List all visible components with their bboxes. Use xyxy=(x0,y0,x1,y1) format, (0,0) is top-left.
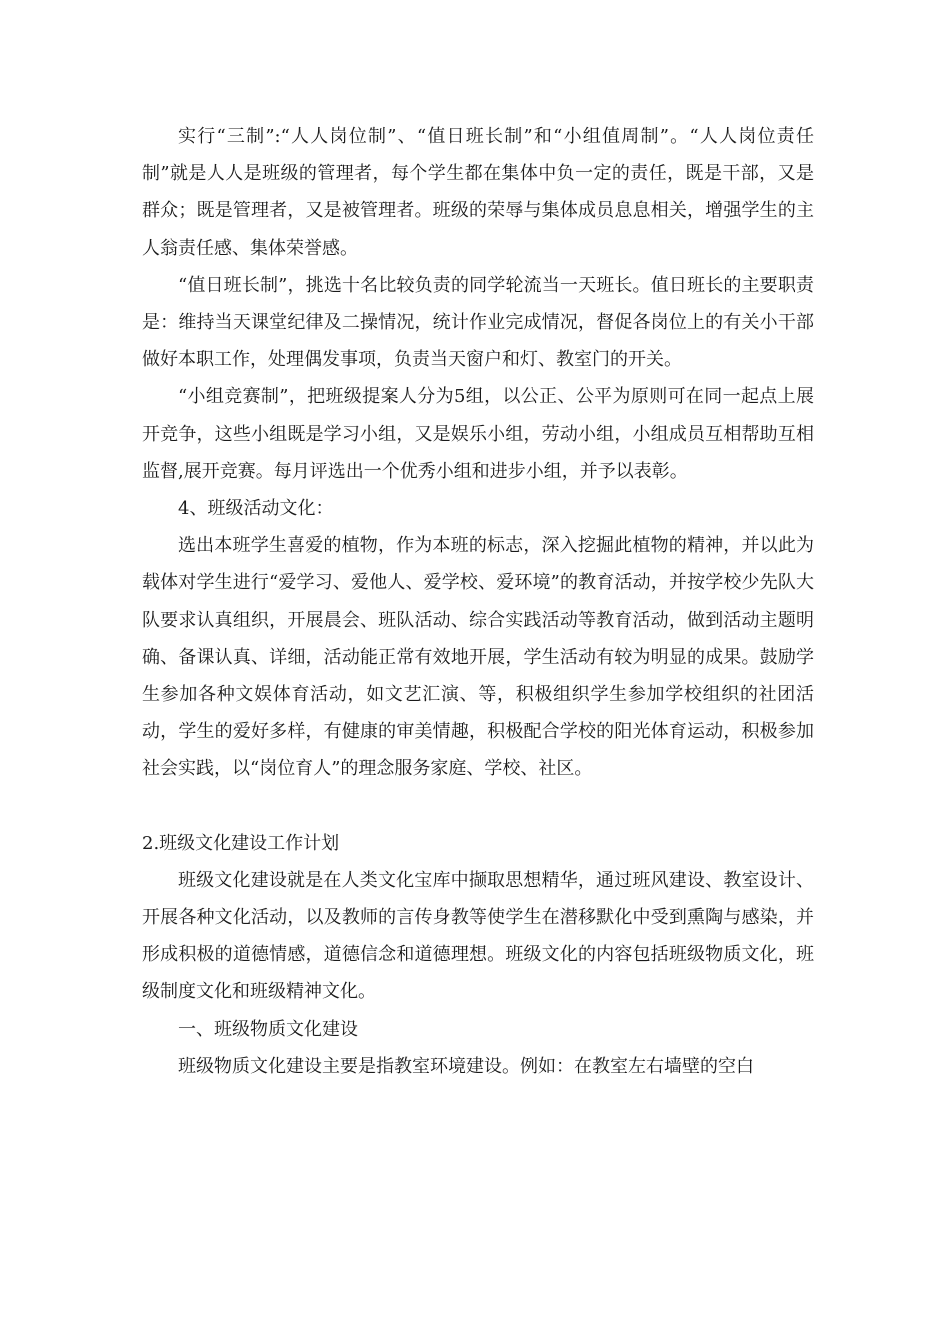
document-body xyxy=(142,118,814,1085)
paragraph-three-systems: 实行“三制”:“人人岗位制”、“值日班长制”和“小组值周制”。“人人岗位责任制”就是人人是班级的管理者，每个学生都在集体中负一定的责任，既是干部，又是群众；既是管理者，又是被管理者。班级的荣辱与集体成员息息相关，增强学生的主人翁责任感、集体荣誉感。 xyxy=(142,126,814,259)
section-heading: 2.班级文化建设工作计划 xyxy=(142,832,340,854)
paragraph-duty-monitor: “值日班长制”，挑选十名比较负责的同学轮流当一天班长。值日班长的主要职责是：维持当天课堂纪律及二操情况，统计作业完成情况，督促各岗位上的有关小干部做好本职工作，处理偶发事项，负责当天窗户和灯、教室门的开关。 xyxy=(142,274,814,371)
subheading-material-culture: 一、班级物质文化建设 xyxy=(178,1018,358,1040)
paragraph-culture-intro: 班级文化建设就是在人类文化宝库中撷取思想精华，通过班风建设、教室设计、开展各种文化活动，以及教师的言传身教等使学生在潜移默化中受到熏陶与感染，并形成积极的道德情感，道德信念和道德理想。班级文化的内容包括班级物质文化，班级制度文化和班级精神文化。 xyxy=(142,869,814,1003)
paragraph-material-culture: 班级物质文化建设主要是指教室环境建设。例如：在教室左右墙壁的空白 xyxy=(178,1055,754,1077)
section-spacer xyxy=(142,788,814,825)
paragraph-group-competition: “小组竞赛制”，把班级提案人分为5组，以公正、公平为原则可在同一起点上展开竞争，这些小组既是学习小组，又是娱乐小组，劳动小组，小组成员互相帮助互相监督,展开竞赛。每月评选出一个优秀小组和进步小组，并予以表彰。 xyxy=(142,386,814,482)
paragraph-activity-culture: 选出本班学生喜爱的植物，作为本班的标志，深入挖掘此植物的精神，并以此为载体对学生进行“爱学习、爱他人、爱学校、爱环境”的教育活动，并按学校少先队大队要求认真组织，开展晨会、班队活动、综合实践活动等教育活动，做到活动主题明确、备课认真、详细，活动能正常有效地开展，学生活动有较为明显的成果。鼓励学生参加各种文娱体育活动，如文艺汇演、等，积极组织学生参加学校组织的社团活动，学生的爱好多样，有健康的审美情趣，积极配合学校的阳光体育运动，积极参加社会实践，以“岗位育人”的理念服务家庭、学校、社区。 xyxy=(142,535,814,780)
subheading-activity-culture: 4、班级活动文化： xyxy=(178,498,334,520)
